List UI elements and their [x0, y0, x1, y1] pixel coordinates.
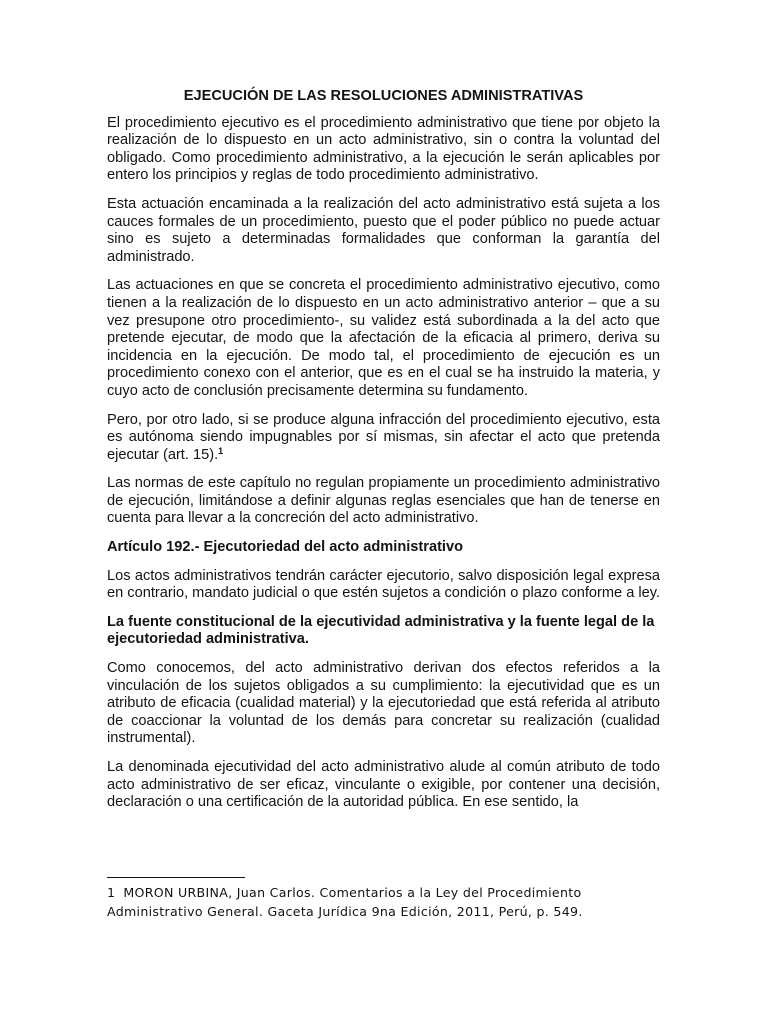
footnote-divider [107, 877, 245, 878]
paragraph-3: Las actuaciones en que se concreta el procedimiento administrativo ejecutivo, como tienen a la realización de lo dispuesto en un acto administrativo anterior – que a su vez presupone otro procedimiento-, su validez está subordinada a la del acto que pretende ejecutar, de modo que la afectación de la eficacia al primero, deriva su incidencia en la ejecución. De modo tal, el procedimiento de ejecución es un procedimiento conexo con el anterior, que es en el cual se ha instruido la materia, y cuyo acto de conclusión precisamente determina su fundamento. [107, 277, 660, 399]
paragraph-4 [107, 412, 660, 465]
paragraph-1: El procedimiento ejecutivo es el procedimiento administrativo que tiene por objeto la realización de lo dispuesto en un acto administrativo, sin o contra la voluntad del obligado. Como procedimiento administrativo, a la ejecución le serán aplicables por entero los principios y reglas de todo procedimiento administrativo. [107, 114, 660, 184]
section-paragraph-2: La denominada ejecutividad del acto administrativo alude al común atributo de todo acto administrativo de ser eficaz, vinculante o exigible, por contener una decisión, declaración o una certificación de la autoridad pública. En ese sentido, la [107, 759, 660, 811]
paragraph-4-text: Pero, por otro lado, si se produce alguna infracción del procedimiento ejecutivo, esta es autónoma siendo impugnables por sí mismas, sin afectar el acto que pretenda ejecutar (art. 15). [107, 411, 660, 463]
footnote-number: 1 [107, 885, 116, 900]
article-paragraph: Los actos administrativos tendrán carácter ejecutorio, salvo disposición legal expresa en contrario, mandato judicial o que estén sujetos a condición o plazo conforme a ley. [107, 567, 661, 602]
document-title: EJECUCIÓN DE LAS RESOLUCIONES ADMINISTRATIVAS [183, 88, 584, 104]
paragraph-5: Las normas de este capítulo no regulan propiamente un procedimiento administrativo de ejecución, limitándose a definir algunas reglas esenciales que han de tenerse en cuenta para llevar a la concreción del acto administrativo. [107, 475, 660, 527]
article-heading: Artículo 192.- Ejecutoriedad del acto administrativo [107, 539, 464, 556]
document-page [107, 88, 660, 823]
footnote [107, 883, 660, 921]
section-heading: La fuente constitucional de la ejecutividad administrativa y la fuente legal de la ejecutoriedad administrativa. [107, 613, 655, 648]
footnote-text: MORON URBINA, Juan Carlos. Comentarios a la Ley del Procedimiento Administrativo General. Gaceta Jurídica 9na Edición, 2011, Perú, p. 549. [107, 885, 583, 919]
footnote-reference[interactable]: 1 [218, 445, 224, 456]
section-paragraph-1: Como conocemos, del acto administrativo derivan dos efectos referidos a la vinculación de los sujetos obligados a su cumplimiento: la ejecutividad que es un atributo de eficacia (cualidad material) y la ejecutoriedad que está referida al atributo de coaccionar la voluntad de los demás para concretar su realización (cualidad instrumental). [107, 660, 660, 747]
paragraph-2: Esta actuación encaminada a la realización del acto administrativo está sujeta a los cauces formales de un procedimiento, puesto que el poder público no puede actuar sino es sujeto a determinadas formalidades que conforman la garantía del administrado. [107, 195, 660, 265]
